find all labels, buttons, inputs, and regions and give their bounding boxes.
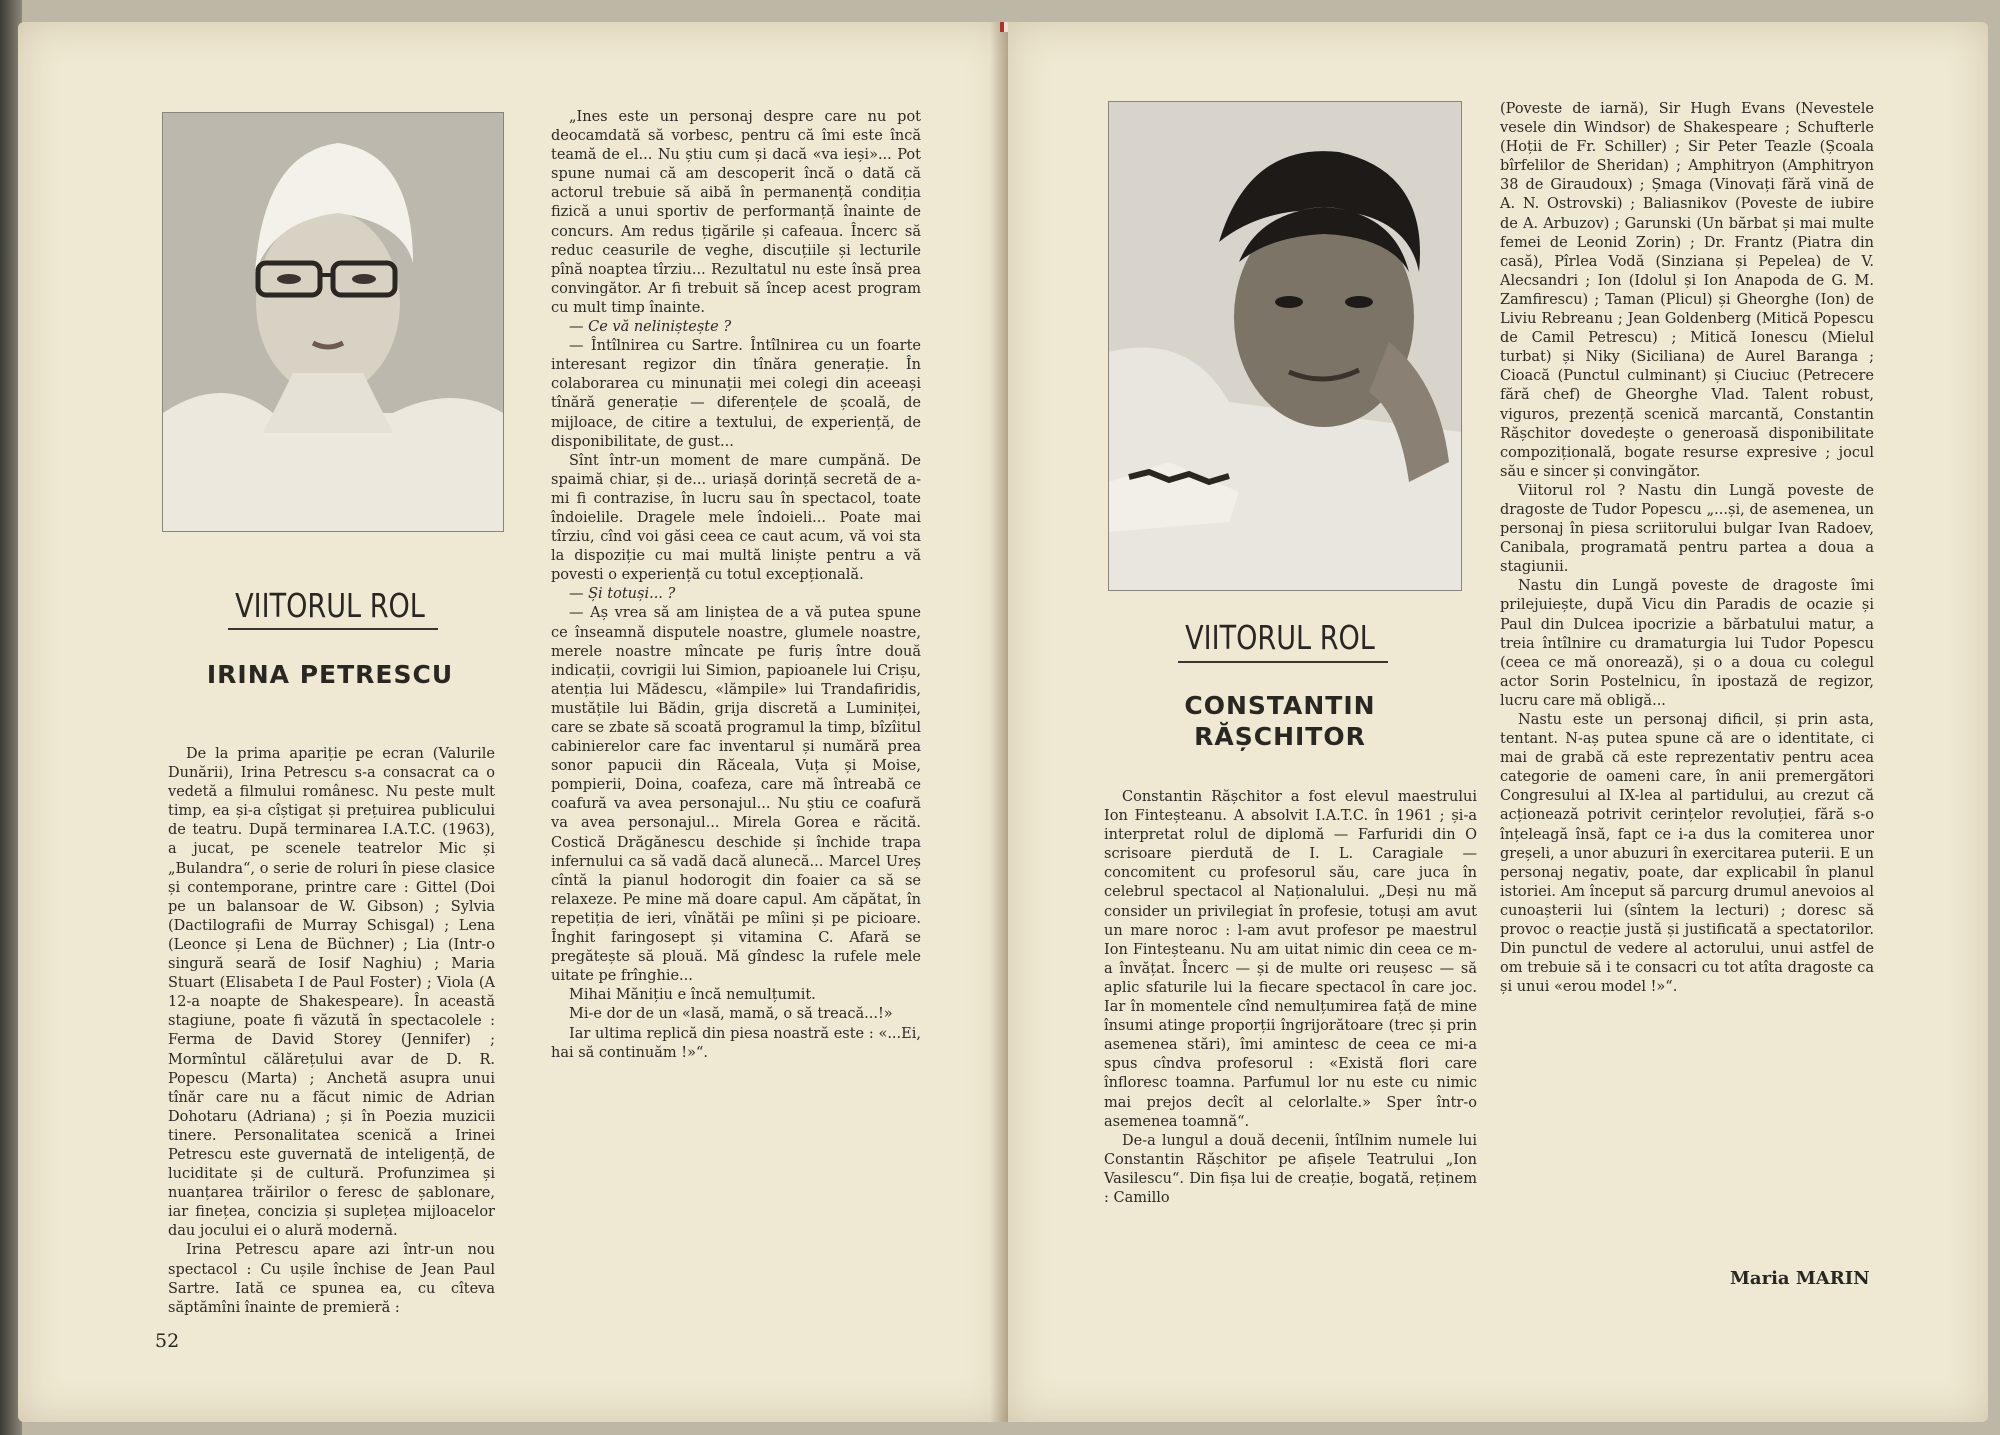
actor-name-right-line2: RĂȘCHITOR [1194, 722, 1366, 751]
paragraph: (Poveste de iarnă), Sir Hugh Evans (Nevestele vesele din Windsor) de Shakespeare ; Schufterle (Hoții de Fr. Schiller) ; Sir Peter Teazle (Școala bîrfelilor de Sheridan) ; Amphitryon (Amphitryon 38 de Giraudoux) ; Șmaga (Vinovați fără vină de A. N. Ostrovski) ; Baliasnikov (Poveste de iubire de A. Arbuzov) ; Garunski (Un bărbat și mai multe femei de Leonid Zorin) ; Dr. Frantz (Piatra din casă), Pîrlea Vodă (Sinziana și Pepelea) de V. Alecsandri ; Ion (Idolul și Ion Anapoda de G. M. Zamfirescu) ; Taman (Plicul) și Gheorghe (Ion) de Liviu Rebreanu ; Jean Goldenberg (Mitică Popescu de Camil Petrescu) ; Mitică Ionescu (Mielul turbat) și Niky (Siciliana) de Aurel Baranga ; Cioacă (Punctul culminant) și Ciuciuc (Petrecere fără chef) de Gheorghe Vlad. Talent robust, viguros, prezență scenică marcantă, Constantin Rășchitor dovedește o generoasă disponibilitate compozițională, bogate resurse expresive ; jocul său e sincer și convingător. [1500, 101, 1874, 480]
rubric-underline-left [228, 628, 438, 630]
page-number: 52 [155, 1330, 180, 1352]
photo-irina-petrescu [162, 112, 504, 532]
paragraph: Sînt într-un moment de mare cumpănă. De spaimă chiar, și de... uriașă dorință secretă de a-mi fi contrazise, în lucru sau în spectacol, toate îndoielile. Dragele mele îndoieli... Poate mai tîrziu, cînd voi găsi ceea ce caut acum, vă voi sta la dispoziție cu mai multă liniște pentru a vă povesti o experiență cu totul excepțională. [551, 452, 921, 584]
paragraph: Constantin Rășchitor a fost elevul maestrului Ion Finteșteanu. A absolvit I.A.T.C. în 1961 ; și-a interpretat rolul de diplomă — Farfuridi din O scrisoare pierdută de I. L. Caragiale — concomitent cu profesorul său, care juca în celebrul spectacol al Naționalului. „Deși nu mă consider un privilegiat în profesie, totuși am avut un mare noroc : l-am avut profesor pe maestrul Ion Finteșteanu. Nu am uitat nimic din ceea ce m-a învățat. Încerc — și de multe ori reușesc — să aplic sfaturile lui la fiecare spectacol în care joc. Iar în momentele cînd nemulțumirea față de mine însumi atinge proporții îngrijorătoare (trec și prin asemenea stări), îmi amintesc de ceea ce mi-a spus cîndva profesorul : «Există flori care înfloresc toamna. Parfumul lor nu este cu nimic mai prejos decît al celorlalte.» Sper într-o asemenea toamnă“. [1104, 789, 1477, 1130]
rubric-underline-right [1178, 661, 1388, 663]
paragraph: — Ce vă neliniștește ? [569, 319, 732, 336]
paragraph: Mi-e dor de un «lasă, mamă, o să treacă...!» [569, 1006, 893, 1023]
paragraph: Nastu este un personaj dificil, și prin asta, tentant. N-aș putea spune că are o identitate, ci mai de grabă că este reprezentativ pentru acea categorie de oameni care, în anii premergători Congresului al IX-lea al partidului, au crezut că acționează potrivit cerințelor revoluției, fără s-o înțeleagă însă, fapt ce i-a dus la comiterea unor greșeli, a unor abuzuri în exercitarea puterii. E un personaj negativ, poate, dar explicabil în planul istoriei. Am început să parcurg drumul anevoios al cunoașterii lui (sîntem la lecturi) ; doresc să provoc o reacție justă și justificată a spectatorilor. Din punctul de vedere al actorului, unui astfel de om trebuie să i te consacri cu tot atîta dragoste ca și unui «erou model !»“. [1500, 712, 1874, 996]
paragraph: Irina Petrescu apare azi într-un nou spectacol : Cu ușile închise de Jean Paul Sartre. Iată ce spunea ea, cu cîteva săptămîni înainte de premieră : [168, 1242, 495, 1316]
left-column-1 [168, 745, 495, 1318]
author-signature: Maria MARIN [1730, 1268, 1870, 1289]
paragraph: Mihai Mănițiu e încă nemulțumit. [569, 987, 816, 1004]
paragraph: — Întîlnirea cu Sartre. Întîlnirea cu un foarte interesant regizor din tînăra generație. În colaborarea cu minunații mei colegi din aceeași tînără generație — diferențele de școală, de mijloace, de citire a textului, de experiență, de disponibilitate, de gust... [551, 338, 921, 450]
photo-constantin-raschitor [1108, 101, 1462, 591]
rubric-title-right: VIITORUL ROL [1185, 618, 1375, 657]
paragraph: Viitorul rol ? Nastu din Lungă poveste de dragoste de Tudor Popescu „...și, de asemenea, un personaj în piesa scriitorului bulgar Ivan Radoev, Canibala, programată pentru partea a doua a stagiunii. [1500, 482, 1874, 576]
paragraph: De-a lungul a două decenii, întîlnim numele lui Constantin Rășchitor pe afișele Teatrului „Ion Vasilescu“. Din fișa lui de creație, bogată, reținem : Camillo [1104, 1132, 1477, 1206]
portrait-woman-illustration [163, 113, 503, 531]
right-column-2 [1500, 100, 1874, 997]
left-column-2 [551, 108, 921, 1063]
right-column-1 [1104, 788, 1477, 1208]
paragraph: Iar ultima replică din piesa noastră este : «...Ei, hai să continuăm !»“. [551, 1025, 921, 1061]
paragraph: De la prima apariție pe ecran (Valurile Dunării), Irina Petrescu s-a consacrat ca o vedetă a filmului românesc. Nu peste mult timp, ea și-a cîștigat și prețuirea publicului de teatru. După terminarea I.A.T.C. (1963), a jucat, pe scenele teatrelor Mic și „Bulandra“, o serie de roluri în piese clasice și contemporane, printre care : Gittel (Doi pe un balansoar de W. Gibson) ; Sylvia (Dactilografii de Murray Schisgal) ; Lena (Leonce și Lena de Büchner) ; Lia (Intr-o singură seară de Iosif Naghiu) ; Maria Stuart (Elisabeta I de Paul Foster) ; Viola (A 12-a noapte de Shakespeare). În această stagiune, poate fi văzută în spectacolele : Ferma de David Storey (Jennifer) ; Mormîntul călărețului avar de D. R. Popescu (Marta) ; Anchetă asupra unui tînăr care nu a făcut nimic de Adrian Dohotaru (Adriana) ; și în Poezia muzicii tinere. Personalitatea scenică a Irinei Petrescu este guvernată de inteligență, de luciditate și de cultură. Profunzimea și nuanțarea trăirilor o feresc de șablonare, iar finețea, concizia și suplețea mijloacelor dau jocului ei o alură modernă. [168, 746, 495, 1240]
rubric-title-left: VIITORUL ROL [235, 586, 425, 625]
paragraph: — Și totuși... ? [569, 586, 676, 603]
portrait-man-illustration [1109, 102, 1461, 590]
actor-name-right-line1: CONSTANTIN [1184, 691, 1376, 720]
paragraph: Nastu din Lungă poveste de dragoste îmi prilejuiește, după Vicu din Paradis de ocazie și Paul din Dulcea ipocrizie a bărbatului matur, a treia întîlnire cu dramaturgia lui Tudor Popescu (ceea ce mă onorează), și o a doua cu colegul actor Sorin Postelnicu, în ipostază de regizor, lucru care mă obligă... [1500, 578, 1874, 709]
paragraph: — Aș vrea să am liniștea de a vă putea spune ce înseamnă disputele noastre, glumele noastre, merele noastre mîncate pe furiș între două indicații, covrigii lui Simion, papioanele lui Crișu, atenția lui Mădescu, «lămpile» lui Trandafiridis, mustățile lui Bădin, grija discretă a Luminiței, care se zbate să scoată programul la timp, bîzîitul cabinierelor care fac inventarul și numără prea sonor papucii din Răceala, Vuța și Moise, pompierii, Doina, coafeza, care mă întreabă ce coafură va avea personajul... Nu știu ce coafură va avea personajul... Mirela Gorea e răcită. Costică Drăgănescu deschide și închide trapa infernului ca să vadă dacă alunecă... Marcel Ureș cîntă la pianul hodorogit din foaier ca să se relaxeze. Pe mine mă doare capul. Am căpătat, în repetiția de ieri, vînătăi pe mîini și pe picioare. Înghit faringosept și vitamina C. Afară se pregătește să plouă. Mă gîndesc la rufele mele uitate pe frînghie... [551, 605, 921, 985]
actor-name-left: IRINA PETRESCU [206, 660, 454, 689]
paragraph: „Ines este un personaj despre care nu pot deocamdată să vorbesc, pentru că îmi este încă teamă de el... Nu știu cum și dacă «va ieși»... Pot spune numai că am descoperit încă o dată că actorul trebuie să aibă în permanență condiția fizică a unui sportiv de performanță înainte de concurs. Am redus țigările și cafeaua. Încerc să reduc ceasurile de veghe, discuțiile și lecturile pînă noaptea tîrziu... Rezultatul nu este însă prea convingător. Ar fi trebuit să încep acest program cu mult timp înainte. [551, 109, 921, 316]
